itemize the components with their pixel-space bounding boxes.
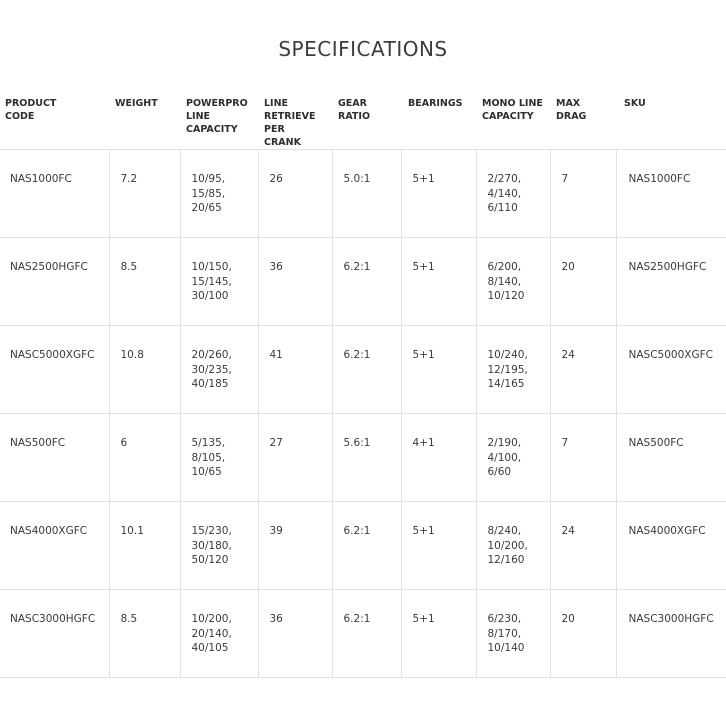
cell-weight: 8.5	[109, 590, 180, 678]
capacity-line: 4/140,	[487, 187, 522, 200]
cell-powerpro-line-capacity	[180, 326, 258, 414]
header-weight: WEIGHT	[109, 88, 180, 150]
capacity-line: 30/100	[191, 290, 229, 303]
header-bearings: BEARINGS	[401, 88, 476, 150]
cell-mono-line-capacity	[476, 502, 550, 590]
header-powerpro-line-capacity: POWERPRO LINE CAPACITY	[180, 88, 258, 150]
cell-max-drag: 7	[550, 414, 616, 502]
capacity-line: 12/195,	[487, 363, 528, 376]
capacity-line: 8/140,	[487, 275, 522, 288]
cell-line-retrieve: 27	[258, 414, 332, 502]
cell-sku: NASC3000HGFC	[616, 590, 726, 678]
cell-mono-line-capacity	[476, 414, 550, 502]
capacity-line: 50/120	[191, 554, 229, 567]
cell-bearings: 5+1	[401, 150, 476, 238]
cell-powerpro-line-capacity	[180, 414, 258, 502]
header-max-drag: MAX DRAG	[550, 88, 616, 150]
cell-product-code: NAS2500HGFC	[0, 238, 109, 326]
capacity-line: 10/200,	[191, 613, 232, 625]
cell-gear-ratio: 6.2:1	[332, 326, 401, 414]
capacity-line: 10/140	[487, 642, 525, 655]
cell-weight: 8.5	[109, 238, 180, 326]
cell-powerpro-line-capacity	[180, 502, 258, 590]
cell-line-retrieve: 41	[258, 326, 332, 414]
cell-weight: 10.8	[109, 326, 180, 414]
capacity-line: 6/110	[487, 202, 518, 215]
cell-bearings: 5+1	[401, 590, 476, 678]
capacity-line: 5/135,	[191, 437, 226, 449]
capacity-line: 2/270,	[487, 173, 522, 185]
cell-product-code: NAS1000FC	[0, 150, 109, 238]
capacity-line: 10/65	[191, 466, 222, 479]
capacity-line: 4/100,	[487, 451, 522, 464]
cell-product-code: NAS500FC	[0, 414, 109, 502]
cell-max-drag: 20	[550, 238, 616, 326]
header-product-code: PRODUCT CODE	[0, 88, 109, 150]
capacity-line: 8/170,	[487, 627, 522, 640]
capacity-line: 8/240,	[487, 525, 522, 537]
table-header-row	[0, 88, 726, 150]
cell-sku: NAS2500HGFC	[616, 238, 726, 326]
cell-product-code: NASC5000XGFC	[0, 326, 109, 414]
specifications-table	[0, 88, 726, 678]
header-line-retrieve-per-crank: LINE RETRIEVE PER CRANK	[258, 88, 332, 150]
header-gear-ratio: GEAR RATIO	[332, 88, 401, 150]
cell-max-drag: 24	[550, 326, 616, 414]
capacity-line: 30/180,	[191, 539, 232, 552]
cell-sku: NAS500FC	[616, 414, 726, 502]
cell-bearings: 5+1	[401, 326, 476, 414]
capacity-line: 10/200,	[487, 539, 528, 552]
page-title: SPECIFICATIONS	[278, 37, 448, 61]
capacity-line: 10/150,	[191, 261, 232, 273]
cell-line-retrieve: 36	[258, 238, 332, 326]
cell-gear-ratio: 5.0:1	[332, 150, 401, 238]
cell-bearings: 4+1	[401, 414, 476, 502]
cell-weight: 7.2	[109, 150, 180, 238]
cell-product-code: NAS4000XGFC	[0, 502, 109, 590]
capacity-line: 20/260,	[191, 349, 232, 361]
cell-mono-line-capacity	[476, 150, 550, 238]
capacity-line: 6/60	[487, 466, 512, 479]
cell-weight: 6	[109, 414, 180, 502]
cell-max-drag: 7	[550, 150, 616, 238]
cell-gear-ratio: 6.2:1	[332, 502, 401, 590]
capacity-line: 14/165	[487, 378, 525, 391]
cell-powerpro-line-capacity	[180, 590, 258, 678]
capacity-line: 10/240,	[487, 349, 528, 361]
table-row	[0, 590, 726, 678]
capacity-line: 20/140,	[191, 627, 232, 640]
table-row	[0, 326, 726, 414]
capacity-line: 6/200,	[487, 261, 522, 273]
cell-gear-ratio: 5.6:1	[332, 414, 401, 502]
cell-line-retrieve: 36	[258, 590, 332, 678]
table-row	[0, 150, 726, 238]
capacity-line: 30/235,	[191, 363, 232, 376]
capacity-line: 12/160	[487, 554, 525, 567]
cell-gear-ratio: 6.2:1	[332, 238, 401, 326]
header-sku: SKU	[616, 88, 726, 150]
capacity-line: 15/230,	[191, 525, 232, 537]
capacity-line: 40/185	[191, 378, 229, 391]
capacity-line: 20/65	[191, 202, 222, 215]
capacity-line: 2/190,	[487, 437, 522, 449]
capacity-line: 10/95,	[191, 173, 226, 185]
header-mono-line-capacity: MONO LINE CAPACITY	[476, 88, 550, 150]
cell-sku: NAS1000FC	[616, 150, 726, 238]
capacity-line: 15/85,	[191, 187, 226, 200]
table-row	[0, 238, 726, 326]
cell-mono-line-capacity	[476, 238, 550, 326]
table-row	[0, 502, 726, 590]
cell-powerpro-line-capacity	[180, 238, 258, 326]
capacity-line: 40/105	[191, 642, 229, 655]
cell-product-code: NASC3000HGFC	[0, 590, 109, 678]
cell-bearings: 5+1	[401, 238, 476, 326]
cell-gear-ratio: 6.2:1	[332, 590, 401, 678]
capacity-line: 10/120	[487, 290, 525, 303]
cell-weight: 10.1	[109, 502, 180, 590]
cell-mono-line-capacity	[476, 590, 550, 678]
cell-max-drag: 20	[550, 590, 616, 678]
cell-max-drag: 24	[550, 502, 616, 590]
cell-mono-line-capacity	[476, 326, 550, 414]
cell-sku: NASC5000XGFC	[616, 326, 726, 414]
cell-bearings: 5+1	[401, 502, 476, 590]
capacity-line: 15/145,	[191, 275, 232, 288]
capacity-line: 6/230,	[487, 613, 522, 625]
cell-powerpro-line-capacity	[180, 150, 258, 238]
cell-line-retrieve: 26	[258, 150, 332, 238]
cell-line-retrieve: 39	[258, 502, 332, 590]
cell-sku: NAS4000XGFC	[616, 502, 726, 590]
table-row	[0, 414, 726, 502]
capacity-line: 8/105,	[191, 451, 226, 464]
